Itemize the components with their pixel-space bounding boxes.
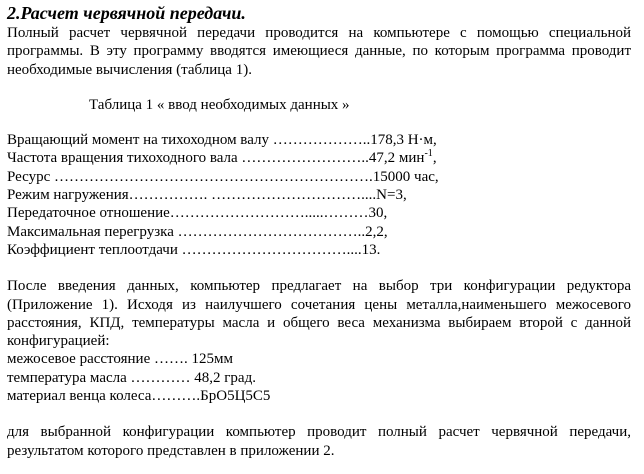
document-page	[7, 2, 631, 460]
param-resource: Ресурс ……………………………………………………….15000 час,	[7, 168, 439, 185]
param-max-overload: Максимальная перегрузка ………………………………..2,2,	[7, 223, 388, 240]
parameters-list	[7, 131, 631, 259]
config-oil-temperature: температура масла ………… 48,2 град.	[7, 369, 256, 386]
param-heat-transfer: Коэффициент теплоотдачи ……………………………....13.	[7, 241, 381, 258]
config-wheel-material: материал венца колеса……….БрО5Ц5С5	[7, 388, 271, 405]
param-load-mode: Режим нагружения……………. …………………………....N=3,	[7, 187, 407, 204]
table-caption: Таблица 1 « ввод необходимых данных »	[89, 96, 350, 113]
param-rotation-speed: Частота вращения тихоходного вала ……………………..47,2 мин$^{-1}$,	[7, 148, 437, 167]
param-gear-ratio: Передаточное отношение……………………….....………30,	[7, 205, 388, 222]
spacer	[7, 259, 631, 277]
config-center-distance: межосевое расстояние ……. 125мм	[7, 351, 233, 368]
selection-paragraph: После введения данных, компьютер предлагает на выбор три конфигурации редуктора (Приложение 1). Исходя из наилучшего сочетания цены металла,наименьшего межосевого расстояния, КПД, температуры масла и общего веса механизма выбираем второй с данной конфигурацией:	[7, 278, 631, 350]
spacer	[7, 405, 631, 423]
section-heading: 2.Расчет червячной передачи.	[7, 3, 246, 23]
config-list	[7, 350, 631, 405]
conclusion-paragraph: для выбранной конфигурации компьютер проводит полный расчет червячной передачи, результатом которого представлен в приложении 2.	[7, 424, 631, 459]
intro-paragraph: Полный расчет червячной передачи проводится на компьютере с помощью специальной программы. В эту программу вводятся имеющиеся данные, по которым программа проводит необходимые вычисления (таблица 1).	[7, 25, 631, 78]
param-torque: Вращающий момент на тихоходном валу ………………..178,3 Н·м,	[7, 132, 437, 149]
superscript-exponent: -1	[424, 148, 433, 160]
